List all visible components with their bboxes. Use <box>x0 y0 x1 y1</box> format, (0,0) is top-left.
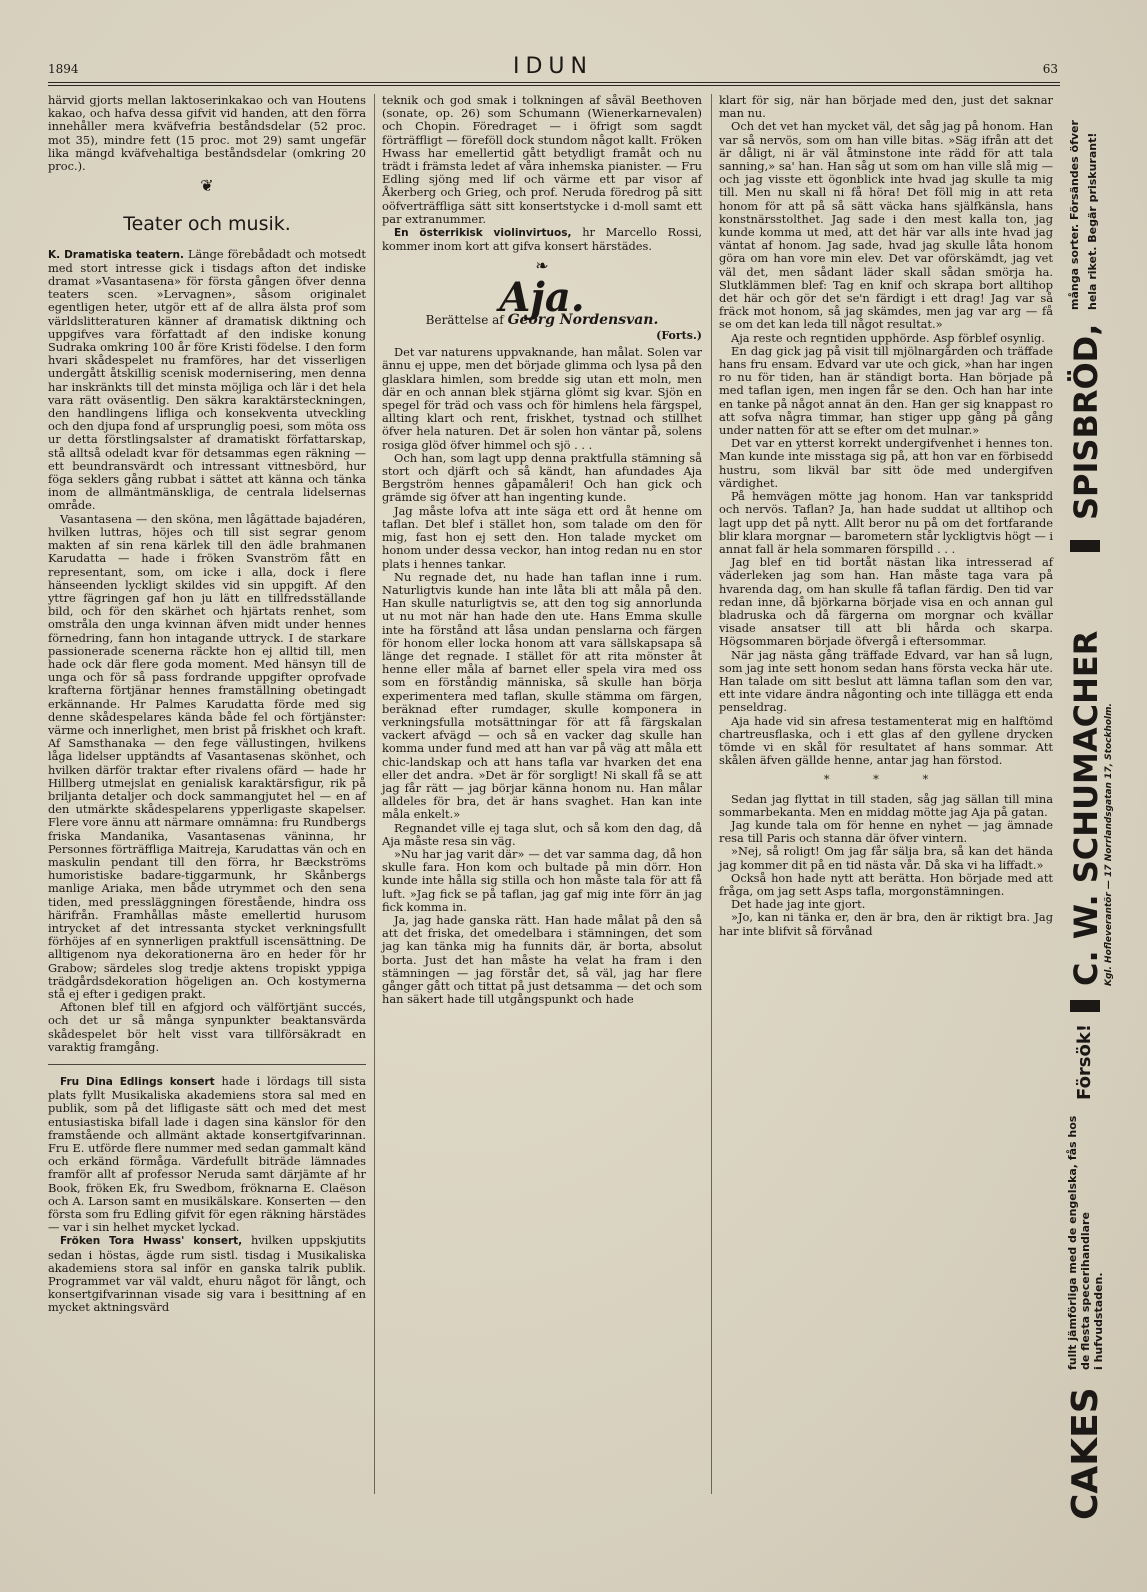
paragraph: K. Dramatiska teatern. Länge förebådadt och motsedt med stort intresse gick i tisdags afton det indiske dramat »Vasantasena» för första gången öfver denna teaters scen. »Lervagnen», såsom originalet egentligen heter, utgör ett af de allra älsta prof som världslitteraturen känner af dramatisk diktning och uppgifves vara författadt af den indiske konung Sudraka omkring 100 år före Kristi födelse. I den form hvari skådespelet nu framföres, har det visserligen undergått åtskillig scenisk modernisering, men denna har inskränkts till det minsta möjliga och lär i det hela vara rätt oväsentlig. Den säkra karaktärsteckningen, den handlingens lifliga och konsekventa utveckling och den djupa fond af ursprunglig poesi, som möta oss ur detta förstlingsalster af dramatiskt författarskap, stå alltså odeladt kvar för detsammas egen räkning — ett beundransvärdt och intressant vittnesbörd, hur föga seklers gång rubbat i sättet att känna och tänka inom de allmäntmänskliga, de centrala lidelsernas område. <box>48 246 367 513</box>
paragraph: Det var en ytterst korrekt undergifvenhet i hennes ton. Man kunde inte misstaga sig på, att hon var en förbisedd hustru, som likväl bar sitt öde med undergifven värdighet. <box>719 436 1053 490</box>
ad-cakes: CAKES <box>1065 1387 1106 1520</box>
ad-firm-address: Kgl. Hofleverantör — 17 Norrlandsgatan 17, Stockholm. <box>1104 703 1114 986</box>
paragraph: Aja reste och regntiden upphörde. Asp förblef osynlig. <box>731 330 1045 345</box>
column-divider <box>374 94 375 1494</box>
section-heading: Teater och musik. <box>123 213 291 236</box>
ad-divider-bar <box>1070 540 1100 552</box>
paragraph: Också hon hade nytt att berätta. Hon började med att fråga, om jag sett Asps tafla, morgonstämningen. <box>719 870 1053 898</box>
paragraph: »Jo, kan ni tänka er, den är bra, den är riktigt bra. Jag har inte blifvit så förvånad <box>719 910 1053 938</box>
header-rule-2 <box>48 85 1060 86</box>
page-number: 63 <box>1042 62 1058 76</box>
paragraph: Och det vet han mycket väl, det såg jag på honom. Han var så nervös, som om han ville bitas. »Säg ifrån att det är dåligt, ni är väl åtminstone inte rädd för att tala sanning,» sa' han. Han såg ut som om han ville slå mig — och jag visste ett ögonblick inte hvad jag skulle ta mig till. Men nu skall ni få höra! Det föll mig in att reta honom för att på så sätt väcka hans själfkänsla, hans konstnärsstolthet. Jag sade i den mest kalla ton, jag kunde komma ut med, att det här var alls inte hvad jag väntat af honom. Jag sade, hvad jag skulle låta honom göra om han vore min elev. Det var oförskämdt, jag vet väl det, men sådant läder skall sådan smörja ha. Slutklämmen blef: Tag en knif och skrapa bort alltihop det här och gör det se'n färdigt i ett drag! Jag var så fräck mot honom, så jag skämdes, men jag var arg — få se om det kan leda till något resultat.» <box>719 119 1053 332</box>
ad-cakes-text: fullt jämförliga med de engelska, fås hos <box>1066 1115 1079 1370</box>
story-title: Aja. <box>499 273 585 321</box>
paragraph: Jag blef en tid bortåt nästan lika intresserad af väderleken jag som han. Han måste taga vara på hvarenda dag, om han skulle få taflan färdig. Den tid var redan inne, då björkarna började visa en och annan gul bladruska och då färgerna om morgnar och kvällar visade ansatser till att bli hårda och skarpa. Högsommaren började öfvergå i eftersommar. <box>719 555 1053 649</box>
paragraph: Aja hade vid sin afresa testamenterat mig en halftömd chartreusflaska, och i ett glas af den gyllene drycken tömde vi en skål för resultatet af hans sommar. Att skålen äfven gällde henne, antar jag han förstod. <box>719 713 1053 768</box>
author: Georg Nordensvan. <box>507 311 659 328</box>
paragraph: Fröken Tora Hwass' konsert, hvilken uppskjutits sedan i höstas, ägde rum sistl. tisdag i Musikaliska akademiens stora sal inför en ganska talrik publik. Programmet var väl valdt, ehuru något för långt, och konsertgifvarinnan visade sig vara i besittning af en mycket aktningsvärd <box>48 1233 366 1315</box>
ad-forsok: Försök! <box>1074 1023 1095 1100</box>
year: 1894 <box>48 62 79 76</box>
paragraph: Det hade jag inte gjort. <box>731 897 866 912</box>
paragraph: Ja, jag hade ganska rätt. Han hade målat på den så att det friska, det omedelbara i stämningen, det som jag kan tänka mig ha funnits där, är borta, absolut borta. Just det han måste ha velat ha fram i den stämningen — jag förstår det, så väl, jag har flere gånger gått och tittat på just detsamma — det och som han säkert hade till utgångspunkt och hade <box>382 912 702 1007</box>
paragraph-title: Fröken Tora Hwass' konsert, <box>60 1235 243 1248</box>
separator <box>48 1064 366 1065</box>
ornament: ❦ <box>200 176 214 196</box>
paragraph: Regnandet ville ej taga slut, och så kom den dag, då Aja måste resa sin väg. <box>382 820 702 848</box>
paragraph: teknik och god smak i tolkningen af såväl Beethoven (sonate, op. 26) som Schumann (Wienerkarnevalen) och Chopin. Föredraget — i öfrigt som sagdt förträffligt — föreföll dock stundom något kallt. Fröken Hwass har emellertid gått betydligt framåt och nu trädt i främsta ledet af våra inhemska pianister. — Fru Edling sjöng med lif och värme ett par visor af Åkerberg och Grieg, och prof. Neruda föredrog på sitt oöfverträffliga sätt sitt konsertstycke i d-moll samt ett par extranummer. <box>382 93 702 226</box>
paragraph: Nu regnade det, nu hade han taflan inne i rum. Naturligtvis kunde han inte låta bli att måla på den. Han skulle naturligtvis se, att den tog sig annorlunda ut nu mot när han hade den ute. Hans Emma skulle inte ha förstånd att låsa undan penslarna och färgen för honom eller locka honom att vara sällskapsapa så länge det regnade. I stället för att rita mönster åt henne eller måla af barnet eller spela vira med oss som en förståndig människa, så skulle han börja experimentera med taflan, skulle stämma om färgen, beräknad efter rumdager, skulle komponera in verkningsfulla motsättningar för att få färgskalan vackert afvägd — och så en vacker dag skulle han komma under fund med att han var på väg att måla ett chic-landskap och att hans tafla var hvarken det ena eller det andra. »Det är för sorgligt! Ni skall få se att jag får rätt — jag börjar känna honom nu. Han målar alldeles för bra, det är hans svaghet. Han kan inte måla enkelt.» <box>382 569 702 822</box>
paragraph: Jag kunde tala om för henne en nyhet — jag ämnade resa till Paris och stanna där öfver vintern. <box>719 817 1053 846</box>
ad-firm-name: C. W. SCHUMACHER <box>1067 630 1105 986</box>
ad-spisbrod: SPISBRÖD, <box>1067 323 1105 520</box>
masthead-title: IDUN <box>513 54 593 79</box>
paragraph: klart för sig, när han började med den, just det saknar man nu. <box>719 93 1053 121</box>
paragraph: Det var naturens uppvaknande, han målat. Solen var ännu ej uppe, men det började glimma och lysa på den glasklara himlen, som bredde sig utan ett moln, men där en och annan blek stjärna glömt sig kvar. Sjön en spegel för träd och vass och för himlens hela färgspel, allting klart och rent, friskhet, tystnad och stillhet öfver hela naturen. Det är solen hon väntar på, solens rosiga glöd öfver himmel och sjö . . . <box>382 345 702 452</box>
paragraph: härvid gjorts mellan laktoserinkakao och van Houtens kakao, och hafva dessa gifvit vid handen, att den förra innehåller mera kväfvefria beståndsdelar (52 proc. mot 35), mindre fett (15 proc. mot 29) samt ungefär lika mängd kväfvehaltiga beståndsdelar (omkring 20 proc.). <box>48 93 366 174</box>
ad-cakes-text: i hufvudstaden. <box>1092 1272 1105 1370</box>
ad-cakes-text: de flesta specerihandlare <box>1079 1212 1092 1370</box>
header-rule <box>48 82 1060 83</box>
section-break: * * * <box>823 772 949 787</box>
paragraph: Och han, som lagt upp denna praktfulla stämning så stort och djärft och så kändt, han afundades Aja Bergström hennes gåpamåleri! Och han gick och grämde sig öfver att han ingenting kunde. <box>382 450 702 505</box>
ad-divider-bar <box>1070 1000 1100 1012</box>
paragraph-title: Fru Dina Edlings konsert <box>60 1076 215 1089</box>
column-3 <box>719 94 1053 938</box>
ad-spisbrod-text: många sorter. Försändes öfver <box>1068 120 1081 310</box>
paragraph: Jag måste lofva att inte säga ett ord åt henne om taflan. Det blef i stället hon, som talade om den för mig, fast hon ej sett den. Hon talade mycket om honom under dessa veckor, han intog redan nu en stor plats i hennes tankar. <box>382 503 702 571</box>
advertisement-strip <box>1060 60 1114 1520</box>
paragraph: Fru Dina Edlings konsert hade i lördags till sista plats fyllt Musikaliska akademiens stora sal med en publik, som på det lifligaste sätt och med det mest entusiastiska bifall lade i dagen sina känslor för den framstående och allmänt aktade konsertgifvarinnan. Fru E. utförde flere nummer med sedan gammalt känd och erkänd förmåga. Värdefullt biträde lämnades framför allt af professor Neruda samt därjämte af hr Book, fröken Ek, fru Swedbom, fröknarna E. Claëson och A. Larson samt en musikälskare. Konserten — den första som fru Edling gifvit för egen räkning härstädes — var i sin helhet mycket lyckad. <box>48 1074 366 1235</box>
paragraph: Aftonen blef till en afgjord och välförtjänt succés, och det ur så många synpunkter beaktansvärda skådespelet bör helt visst vara tillförsäkradt en varaktig framgång. <box>48 1000 366 1054</box>
paragraph: »Nej, så roligt! Om jag får sälja bra, så kan det hända jag kommer dit på en tid nästa vår. Då ska vi ha liffadt.» <box>719 844 1053 872</box>
byline: Berättelse af Georg Nordensvan. <box>425 311 659 328</box>
paragraph: »Nu har jag varit där» — det var samma dag, då hon skulle fara. Hon kom och bultade på min dörr. Hon kunde inte hålla sig stilla och hon måste tala för att få luft. »Jag fick se på taflan, jag gaf mig inte förr än jag fick komma in. <box>382 846 702 914</box>
paragraph: Sedan jag flyttat in till staden, såg jag sällan till mina sommarbekanta. Men en middag mötte jag Aja på gatan. <box>719 791 1053 819</box>
column-1 <box>48 94 366 1315</box>
ad-spisbrod-text: hela riket. Begär priskurant! <box>1086 132 1099 310</box>
page-header <box>48 56 1058 80</box>
paragraph: En österrikisk violinvirtuos, hr Marcello Rossi, kommer inom kort att gifva konsert härstädes. <box>382 225 703 254</box>
column-2 <box>382 94 702 1006</box>
paragraph: Vasantasena — den sköna, men lågättade bajadéren, hvilken luttras, höjes och till sist segrar genom makten af sin rena kärlek till den ädle brahmanen Karudatta — hade i fröken Svanström fått en representant, som, om icke i alla, dock i flere hänseenden lyckligt skildes vid sin uppgift. Af den yttre fägringen gaf hon ju lätt en tillfredsställande bild, och för den skärhet och hjärtats renhet, som omstråla den unga kvinnan äfven midt under hennes förnedring, fann hon intagande uttryck. I de starkare passionerade scenerna räckte hon ej alltid till, men hade ock där flere goda moment. Med hänsyn till de unga och för så pass fordrande uppgifter oprofvade krafterna förtjänar hennes framställning obetingadt erkännande. Hr Palmes Karudatta förde med sig denne skådespelares kända både fel och förtjänster: värme och innerlighet, men brist på friskhet och kraft. Af Samsthanaka — den fege vällustingen, hvilkens låga lidelser upptändts af Vasantasenas skönhet, och hvilken därför traktar efter rivalens ofärd — hade hr Hillberg utmejslat en genialisk karaktärsfigur, rik på briljanta detaljer och dock sammangjutet hel — en af den utmärkte skådespelarens ypperligaste skapelser. Flere vore ännu att närmare omnämna: fru Rundbergs friska Mandanika, Vasantasenas väninna, hr Personnes förträffliga Maitreja, Karudattas vän och en maskulin pendant till den förra, hr Bæckströms humoristiske badare-tiggarmunk, hr Skånbergs manlige Ariaka, men både utrymmet och den sena tiden, med pressläggningen förestående, hindra oss härifrån. Framhållas måste emellertid hurusom intrycket af det intressanta stycket verkningsfullt förhöjes af en synnerligen praktfull iscensättning. De alltigenom nya dekorationerna äro en heder för hr Grabow; särdeles slog tredje aktens tropiskt yppiga trädgårdsdekoration högeligen an. Och kostymerna stå ej efter i gedigen prakt. <box>48 511 366 1001</box>
paragraph: En dag gick jag på visit till mjölnargården och träffade hans fru ensam. Edvard var ute och gick, »han har ingen ro nu för tiden, han är ständigt borta. Han började på med taflan igen, men ingen får se den. Och han har inte en tanke på något annat än den. Han ger sig knappast ro att sofva några timmar, han stiger upp gång på gång under natten för att se efter om det mulnar.» <box>719 343 1053 438</box>
paragraph-title: En österrikisk violinvirtuos, <box>394 227 572 240</box>
column-divider <box>711 94 712 1494</box>
continued-note: (Forts.) <box>656 329 702 343</box>
paragraph: På hemvägen mötte jag honom. Han var tankspridd och nervös. Taflan? Ja, han hade suddat ut alltihop och lagt upp det på nytt. Allt beror nu på om det fortfarande blir klara morgnar — barometern står lyckligtvis högt — i annat fall är hela sommaren förspilld . . . <box>719 489 1053 556</box>
ornament: ❧ <box>535 256 549 276</box>
paragraph: När jag nästa gång träffade Edvard, var han så lugn, som jag inte sett honom sedan hans första vecka här ute. Han talade om sitt beslut att lämna taflan som den var, ett inte vidare ändra någonting och inte tillägga ett enda penseldrag. <box>719 647 1053 715</box>
paragraph-title: K. Dramatiska teatern. <box>48 248 185 261</box>
